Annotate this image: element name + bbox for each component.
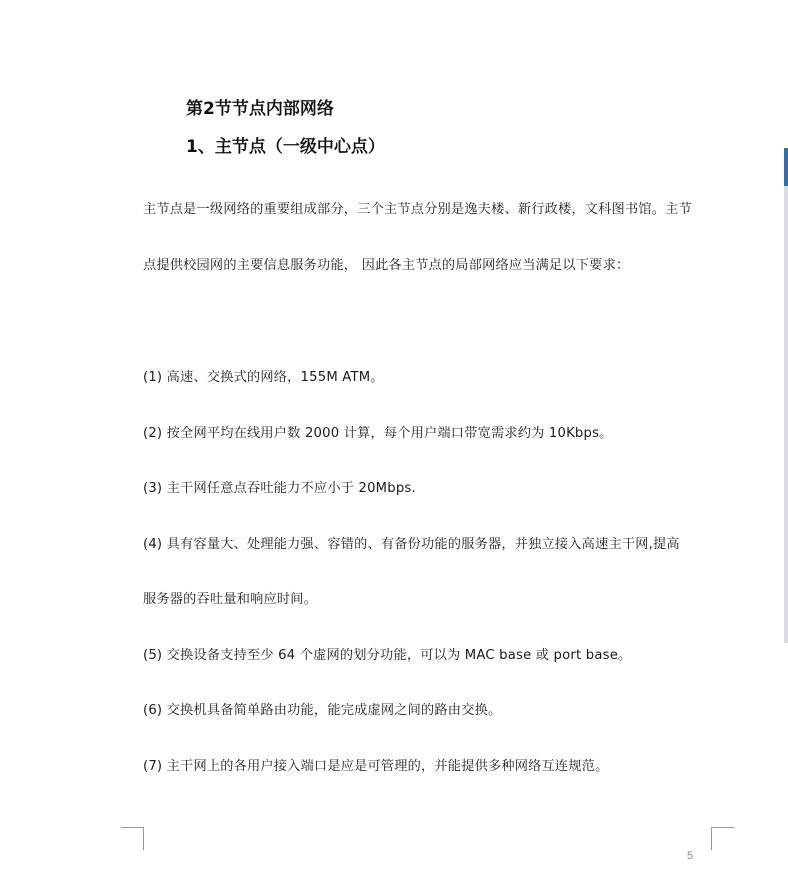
requirement-4-continued: 服务器的吞吐量和响应时间。 xyxy=(143,592,318,607)
requirement-7: (7) 主干网上的各用户接入端口是应是可管理的，并能提供多种网络互连规范。 xyxy=(143,759,609,774)
subsection-title: 1、主节点（一级中心点） xyxy=(186,137,385,157)
scrollbar-thumb[interactable] xyxy=(784,148,788,186)
requirement-4: (4) 具有容量大、处理能力强、容错的、有备份功能的服务器，并独立接入高速主干网,提高 xyxy=(143,537,680,552)
requirement-5: (5) 交换设备支持至少 64 个虚网的划分功能，可以为 MAC base 或 port base。 xyxy=(143,648,632,663)
requirement-1: (1) 高速、交换式的网络，155M ATM。 xyxy=(143,370,384,385)
scrollbar-track[interactable] xyxy=(784,148,788,643)
margin-corner-right xyxy=(711,827,734,850)
intro-line-2: 点提供校园网的主要信息服务功能， 因此各主节点的局部网络应当满足以下要求： xyxy=(143,258,630,273)
intro-line-1: 主节点是一级网络的重要组成部分，三个主节点分别是逸夫楼、新行政楼，文科图书馆。主节 xyxy=(143,202,692,217)
requirement-2: (2) 按全网平均在线用户数 2000 计算，每个用户端口带宽需求约为 10Kbps。 xyxy=(143,426,613,441)
requirement-3: (3) 主干网任意点吞吐能力不应小于 20Mbps. xyxy=(143,481,416,496)
page-number: 5 xyxy=(687,850,694,862)
requirement-6: (6) 交换机具备简单路由功能，能完成虚网之间的路由交换。 xyxy=(143,703,502,718)
margin-corner-left xyxy=(121,827,144,850)
section-title: 第2节节点内部网络 xyxy=(186,99,334,119)
